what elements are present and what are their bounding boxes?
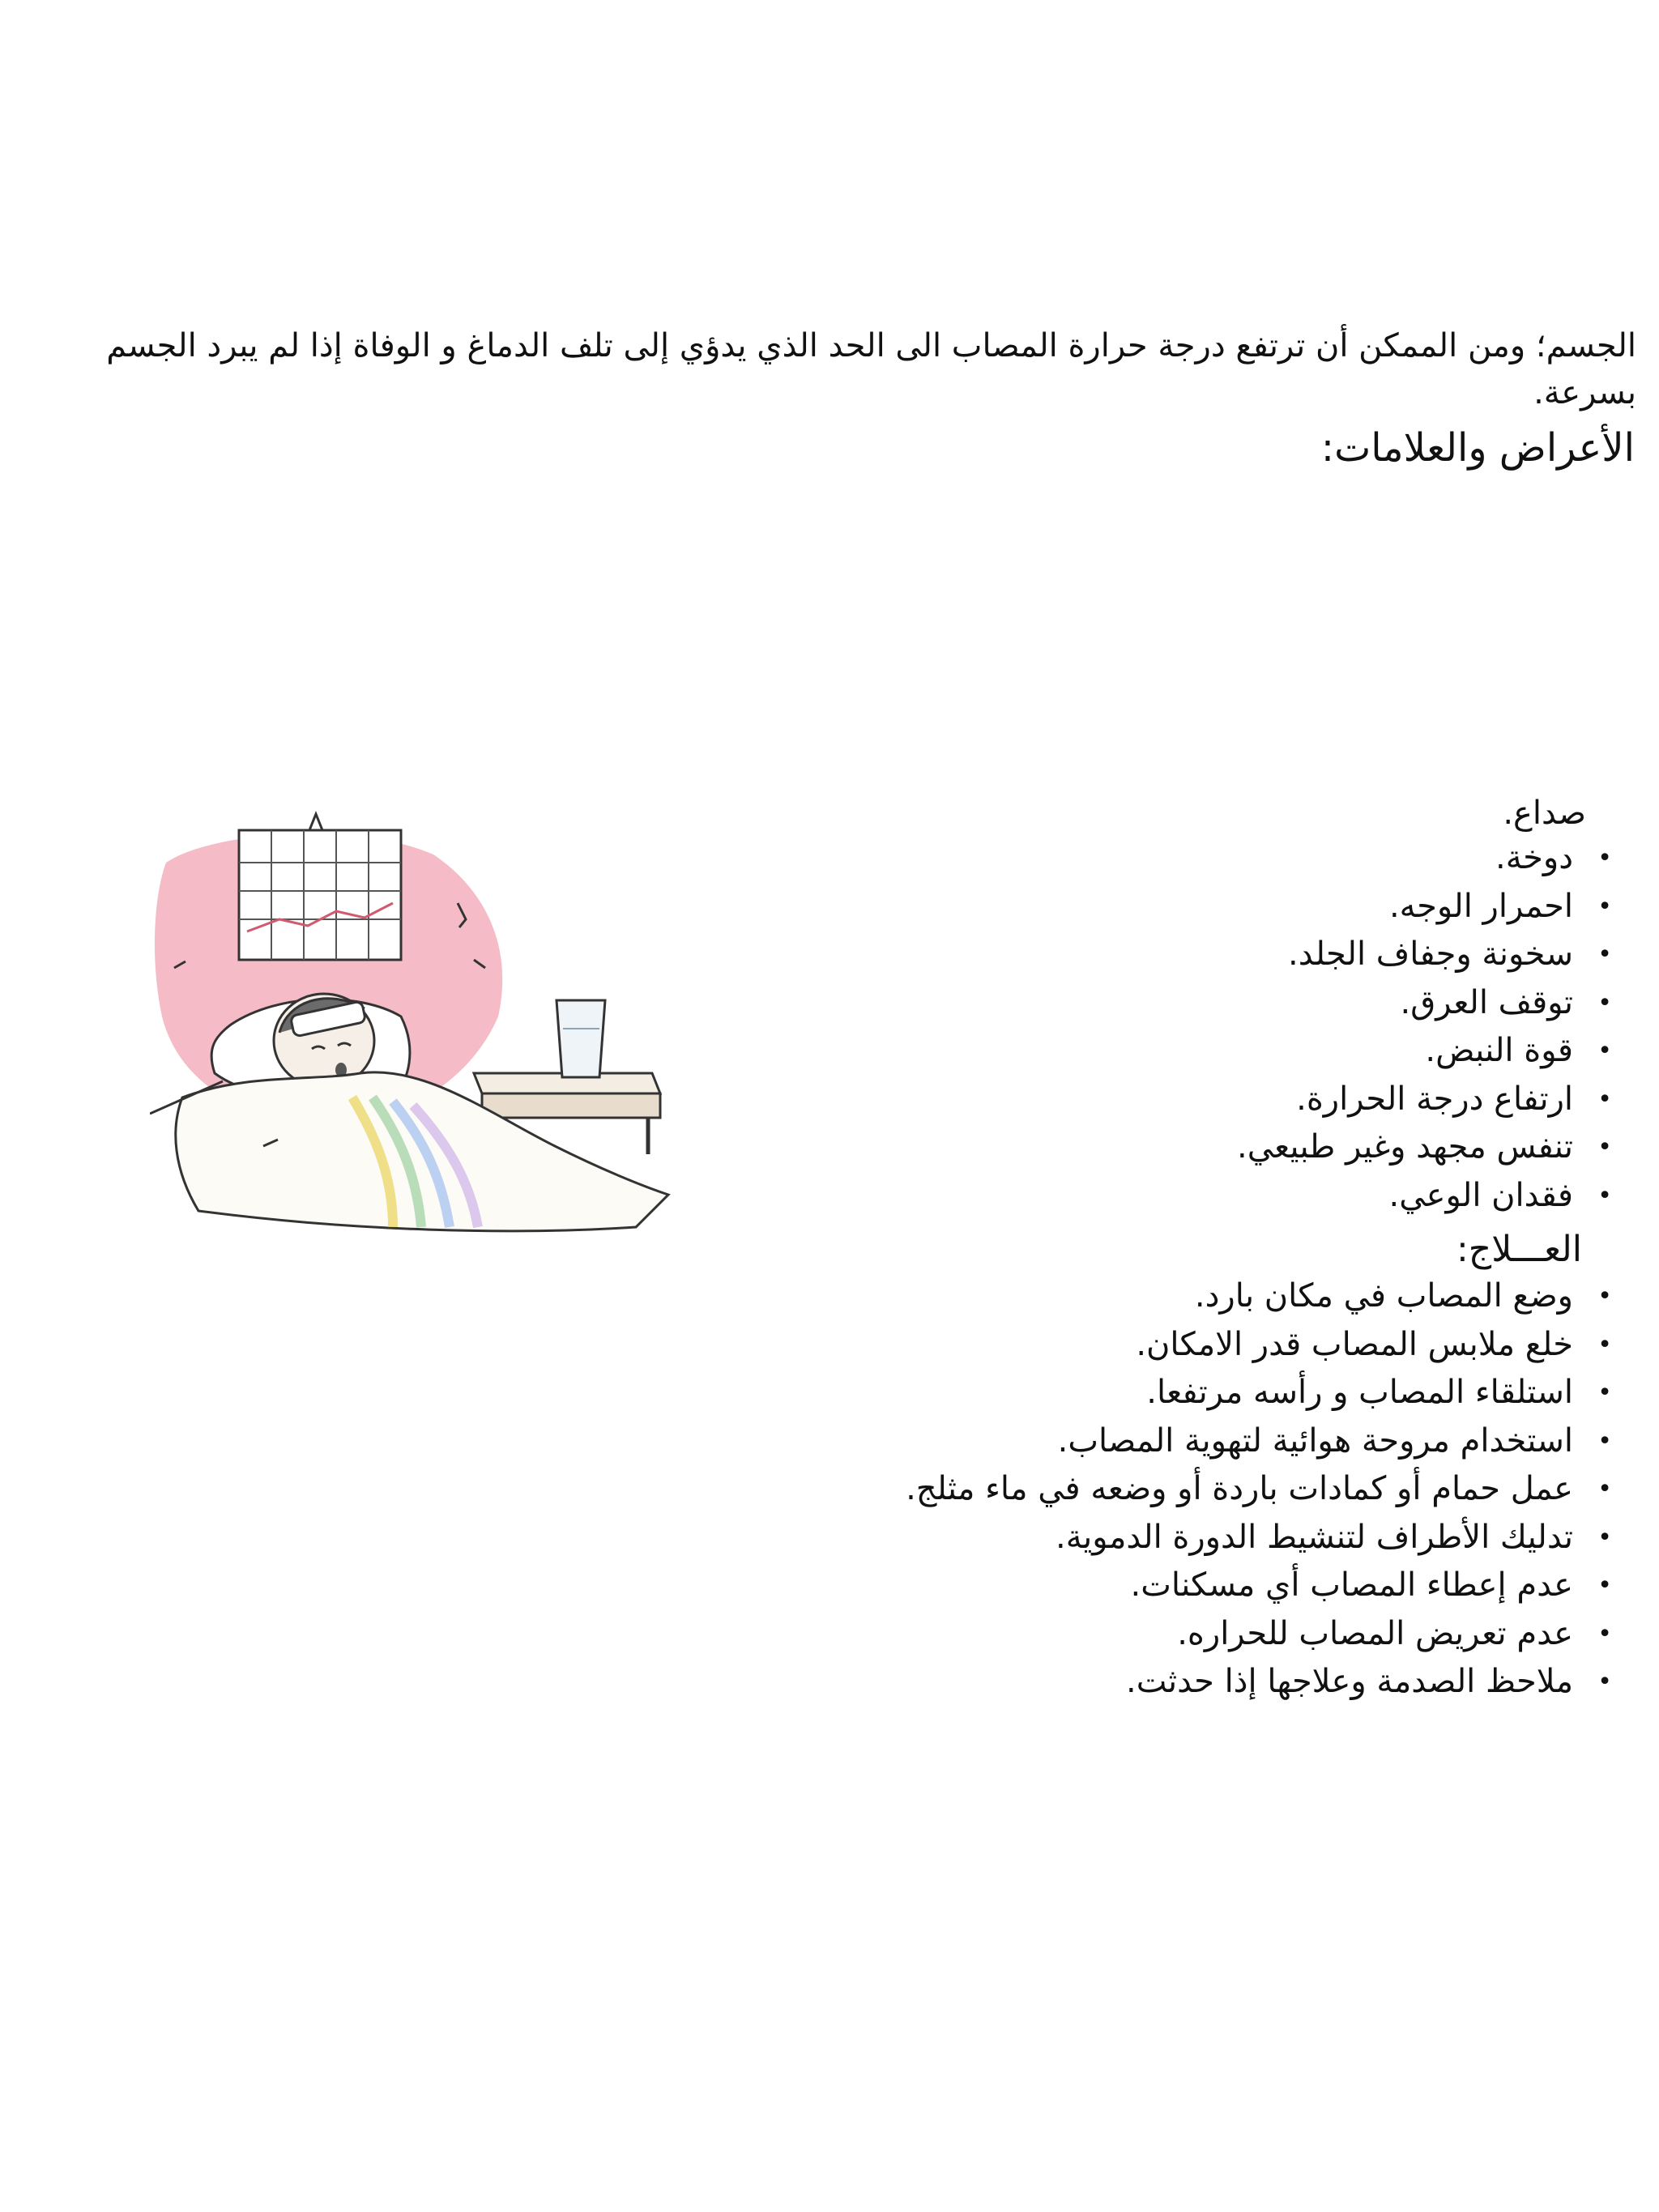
symptoms-list xyxy=(1237,834,1623,1220)
water-glass-icon xyxy=(557,1000,605,1077)
bullet-icon: • xyxy=(1597,1085,1612,1114)
treatment-list xyxy=(906,1272,1623,1707)
symptom-item: • دوخة. xyxy=(1237,834,1623,883)
bullet-icon: • xyxy=(1597,844,1612,872)
symptom-item: • احمرار الوجه. xyxy=(1237,883,1623,931)
bullet-icon: • xyxy=(1597,1619,1612,1648)
treatment-item: • استخدام مروحة هوائية لتهوية المصاب. xyxy=(906,1417,1623,1466)
bullet-icon: • xyxy=(1597,1133,1612,1161)
symptom-item: • توقف العرق. xyxy=(1237,979,1623,1028)
bullet-icon: • xyxy=(1597,892,1612,921)
treatment-item: • خلع ملابس المصاب قدر الامكان. xyxy=(906,1321,1623,1370)
bullet-icon: • xyxy=(1597,1475,1612,1503)
bullet-icon: • xyxy=(1597,988,1612,1017)
sick-person-in-bed-illustration xyxy=(150,806,684,1235)
bullet-icon: • xyxy=(1597,940,1612,969)
temperature-chart-icon xyxy=(239,814,401,960)
treatment-item: • تدليك الأطراف لتنشيط الدورة الدموية. xyxy=(906,1514,1623,1562)
treatment-item: • استلقاء المصاب و رأسه مرتفعا. xyxy=(906,1369,1623,1417)
bullet-icon: • xyxy=(1597,1330,1612,1359)
treatment-item: • ملاحظ الصدمة وعلاجها إذا حدثت. xyxy=(906,1658,1623,1707)
bullet-icon: • xyxy=(1597,1668,1612,1696)
treatment-item: • وضع المصاب في مكان بارد. xyxy=(906,1272,1623,1321)
bullet-icon: • xyxy=(1597,1037,1612,1065)
treatment-item: • عدم إعطاء المصاب أي مسكنات. xyxy=(906,1562,1623,1610)
symptom-item: • فقدان الوعي. xyxy=(1237,1172,1623,1221)
bullet-icon: • xyxy=(1597,1523,1612,1552)
symptom-item: • قوة النبض. xyxy=(1237,1027,1623,1076)
symptoms-heading: الأعراض والعلامات: xyxy=(1320,425,1635,471)
intro-paragraph: الجسم؛ ومن الممكن أن ترتفع درجة حرارة المصاب الى الحد الذي يدؤي إلى تلف الدماغ و الوفاة إذا لم يبرد الجسم بسرعة. xyxy=(106,327,1636,411)
treatment-item: • عمل حمام أو كمادات باردة أو وضعه في ماء مثلج. xyxy=(906,1465,1623,1514)
bullet-icon: • xyxy=(1597,1282,1612,1311)
treatment-heading: العـــلاج: xyxy=(1456,1229,1582,1270)
symptom-item: • تنفس مجهد وغير طبيعي. xyxy=(1237,1123,1623,1172)
symptom-item: • سخونة وجفاف الجلد. xyxy=(1237,931,1623,979)
bullet-icon: • xyxy=(1597,1571,1612,1600)
symptom-item-headache: صداع. xyxy=(1503,795,1586,832)
bullet-icon: • xyxy=(1597,1379,1612,1407)
symptom-item: • ارتفاع درجة الحرارة. xyxy=(1237,1076,1623,1124)
bullet-icon: • xyxy=(1597,1426,1612,1455)
bullet-icon: • xyxy=(1597,1181,1612,1210)
treatment-item: • عدم تعريض المصاب للحراره. xyxy=(906,1610,1623,1659)
